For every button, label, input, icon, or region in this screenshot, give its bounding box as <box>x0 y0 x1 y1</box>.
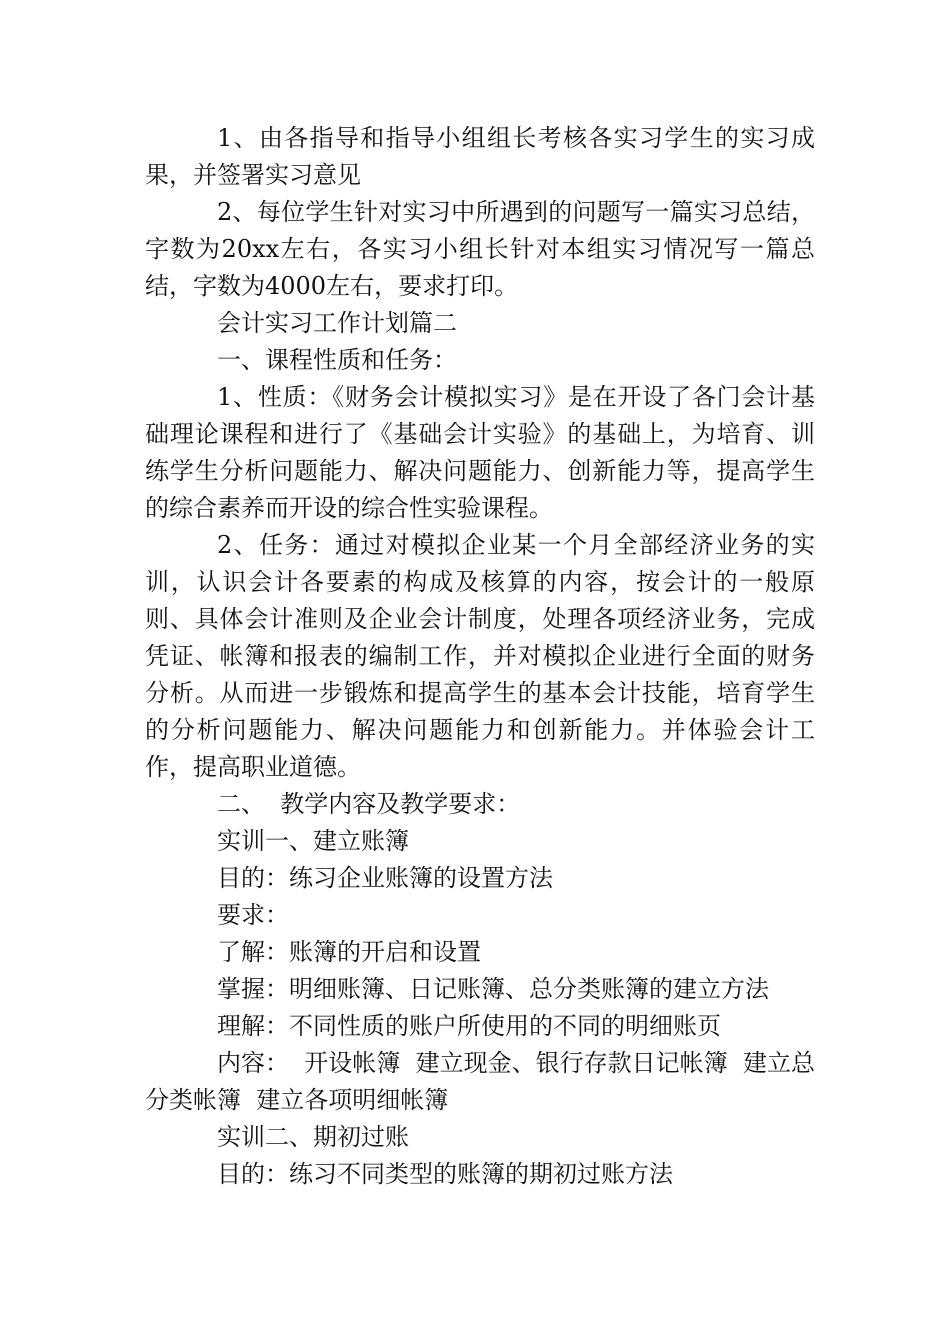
training-two-purpose: 目的：练习不同类型的账簿的期初过账方法 <box>217 1160 673 1188</box>
training-two-title: 实训二、期初过账 <box>217 1123 409 1151</box>
requirement-comprehend: 理解：不同性质的账户所使用的不同的明细账页 <box>217 1012 721 1040</box>
heading-course-nature: 一、课程性质和任务： <box>217 346 457 374</box>
requirement-master: 掌握：明细账簿、日记账簿、总分类账簿的建立方法 <box>217 975 769 1003</box>
requirement-understand: 了解：账簿的开启和设置 <box>217 938 481 966</box>
training-one-requirements-label: 要求： <box>217 901 289 929</box>
paragraph-assessment: 1、由各指导和指导小组组长考核各实习学生的实习成果，并签署实习意见 <box>145 124 815 189</box>
section-title-plan-two: 会计实习工作计划篇二 <box>217 309 457 337</box>
document-body <box>145 120 815 1193</box>
paragraph-task: 2、任务：通过对模拟企业某一个月全部经济业务的实训，认识会计各要素的构成及核算的内容，按会计的一般原则、具体会计准则及企业会计制度，处理各项经济业务，完成凭证、帐簿和报表的编制工作，并对模拟企业进行全面的财务分析。从而进一步锻炼和提高学生的基本会计技能，培育学生的分析问题能力、解决问题能力和创新能力。并体验会计工作，提高职业道德。 <box>145 531 815 781</box>
heading-teaching-content: 二、 教学内容及教学要求： <box>217 790 521 818</box>
training-one-purpose: 目的：练习企业账簿的设置方法 <box>217 864 553 892</box>
training-one-content: 内容： 开设帐簿 建立现金、银行存款日记帐簿 建立总分类帐簿 建立各项明细帐簿 <box>145 1049 815 1114</box>
training-one-title: 实训一、建立账簿 <box>217 827 409 855</box>
paragraph-summary-requirement: 2、每位学生针对实习中所遇到的问题写一篇实习总结，字数为20xx左右，各实习小组长针对本组实习情况写一篇总结，字数为4000左右，要求打印。 <box>145 198 815 300</box>
paragraph-nature: 1、性质：《财务会计模拟实习》是在开设了各门会计基础理论课程和进行了《基础会计实验》的基础上，为培育、训练学生分析问题能力、解决问题能力、创新能力等，提高学生的综合素养而开设的综合性实验课程。 <box>145 383 815 522</box>
